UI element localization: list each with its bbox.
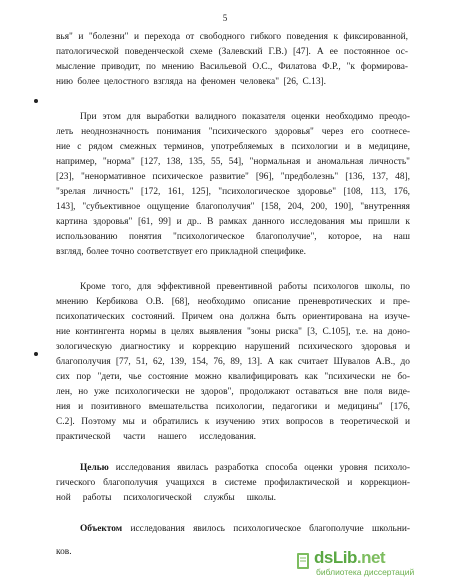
line-text: патологической поведенческой схеме (Залевский Г.В.) [47]. А ее постоянное ос-: [56, 47, 408, 57]
line-text: Кроме того, для эффективной превентивной работы психологов школы, по: [80, 282, 410, 292]
line-text: ние с рядом смежных терминов, употребляемых в психологии и в медицине,: [56, 142, 410, 152]
watermark: [314, 548, 446, 578]
line-text: картина здоровья" [61, 99] и др.. В рамках данного исследования мы пришли к: [56, 217, 410, 227]
line-text: гического благополучия учащихся в системе профилактической и коррекцион-: [56, 478, 410, 488]
line-text: При этом для выработки валидного показателя оценки необходимо преодо-: [80, 112, 410, 122]
line-text: леть неоднозначность понимания "психического здоровья" через его соотнесе-: [56, 127, 410, 137]
line-text: С.2]. Поэтому мы и обратились к изучению этих вопросов в теоретической и: [56, 417, 410, 427]
watermark-subtitle: библиотека диссертаций: [316, 567, 415, 577]
line-text: использованию понятия "психологическое благополучие", которое, на наш: [56, 232, 410, 242]
line-text: зологическую диагностику и коррекцию нарушений психического здоровья и: [56, 342, 410, 352]
line-text: психопатических состояний. Причем она должна быть ориентирована на изуче-: [56, 312, 410, 322]
line-text: сих пор "дети, чье состояние можно квалифицировать как "психически не бо-: [56, 372, 410, 382]
line-text: ние контингента нормы в целях выявления "зоны риска" [3, С.105], т.е. на доно-: [56, 327, 410, 337]
line-text: ной работы психологической службы школы.: [56, 493, 276, 503]
line-text: взгляд, более точно соответствует его прикладной специфике.: [56, 247, 306, 257]
line-text: исследования явилась разработка способа оценки уровня психоло-: [108, 463, 410, 473]
line-text: исследования явилось психологическое благополучие школьни-: [122, 524, 410, 534]
line-text: ния и позитивного вмешательства психологии, педагогики и медицины" [176,: [56, 402, 410, 412]
line-text: мысление приводит, по мнению Васильевой О.С., Филатова Ф.Р., "к формирова-: [56, 62, 408, 72]
book-icon: [296, 552, 310, 570]
line-text: мнению Кербикова О.В. [68], необходимо описание преневротических и пре-: [56, 297, 410, 307]
line-text: ков.: [56, 547, 72, 557]
margin-dot: [34, 352, 38, 356]
line-text: благополучия [77, 51, 62, 139, 154, 76, 89, 13]. А как считает Шувалов А.В., до: [56, 357, 410, 367]
watermark-logo: dsLib.net: [314, 548, 386, 567]
line-text: практической части нашего исследования.: [56, 432, 256, 442]
line-text: [23], "ненормативное психическое развитие" [96], "предболезнь" [136, 137, 48],: [56, 172, 410, 182]
line-text: например, "норма" [127, 138, 135, 55, 54], "нормальная и аномальная личность": [56, 157, 410, 167]
bold-term: Целью: [80, 463, 109, 473]
page-number: 5: [222, 13, 228, 23]
bold-term: Объектом: [80, 524, 123, 534]
line-text: 143], "субъективное ощущение благополучия" [158, 204, 200, 190], "внутренняя: [56, 202, 410, 212]
margin-dot: [34, 99, 38, 103]
line-text: лен, но уже психологически не здоров", продолжают оставаться вне поля виде-: [56, 387, 410, 397]
line-text: нию более целостного взгляда на феномен человека" [26, С.13].: [56, 77, 326, 87]
line-text: "зрелая личность" [172, 161, 125], "психологическое здоровье" [108, 113, 176,: [56, 187, 410, 197]
line-text: вья" и "болезни" и перехода от свободного гибкого поведения к фиксированной,: [56, 32, 408, 42]
